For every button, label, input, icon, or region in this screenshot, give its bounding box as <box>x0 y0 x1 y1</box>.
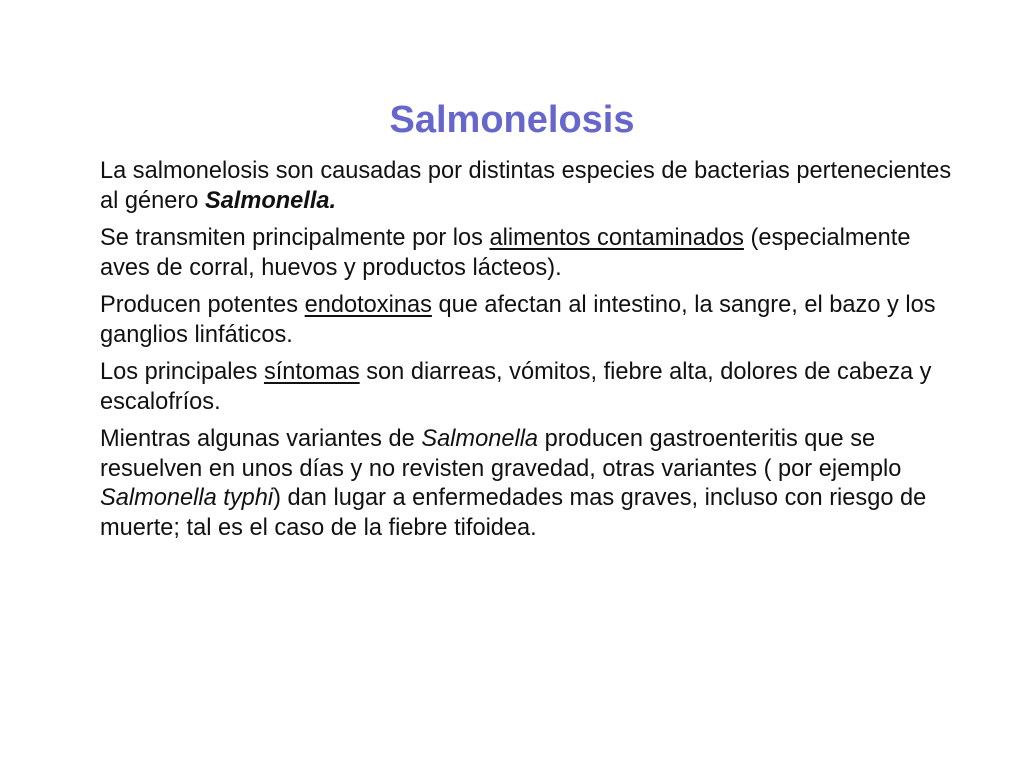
paragraph-definition <box>100 157 960 216</box>
paragraph-text: producen gastroenteritis que se resuelven en unos días y no revisten gravedad, otras variantes ( por ejemplo <box>100 426 902 482</box>
underlined-term-sintomas: síntomas <box>263 359 360 385</box>
slide-title: Salmonelosis <box>389 99 635 141</box>
underlined-term-alimentos-contaminados: alimentos contaminados <box>489 225 744 251</box>
paragraph-text: son diarreas, vómitos, fiebre alta, dolores de cabeza y escalofríos. <box>100 359 932 415</box>
italic-term-salmonella: Salmonella <box>421 426 539 452</box>
paragraph-text: Producen potentes <box>100 292 305 318</box>
paragraph-variants <box>100 425 960 543</box>
paragraph-text: que afectan al intestino, la sangre, el bazo y los ganglios linfáticos. <box>100 292 936 348</box>
paragraph-text: La salmonelosis son causadas por distintas especies de bacterias pertenecientes al género <box>100 158 952 214</box>
italic-term-salmonella-typhi: Salmonella typhi <box>100 485 274 511</box>
paragraph-symptoms <box>100 358 960 417</box>
genus-name-emphasis: Salmonella. <box>204 187 337 214</box>
underlined-term-endotoxinas: endotoxinas <box>304 292 432 318</box>
paragraph-text: Los principales <box>100 359 264 385</box>
paragraph-endotoxins <box>100 291 960 350</box>
paragraph-text: ) dan lugar a enfermedades mas graves, incluso con riesgo de muerte; tal es el caso de la fiebre tifoidea. <box>100 485 927 541</box>
paragraph-text: Mientras algunas variantes de <box>100 426 422 452</box>
paragraph-text: (especialmente aves de corral, huevos y productos lácteos). <box>100 225 911 281</box>
paragraph-transmission <box>100 224 960 283</box>
slide-body <box>100 157 960 551</box>
paragraph-text: Se transmiten principalmente por los <box>100 225 490 251</box>
